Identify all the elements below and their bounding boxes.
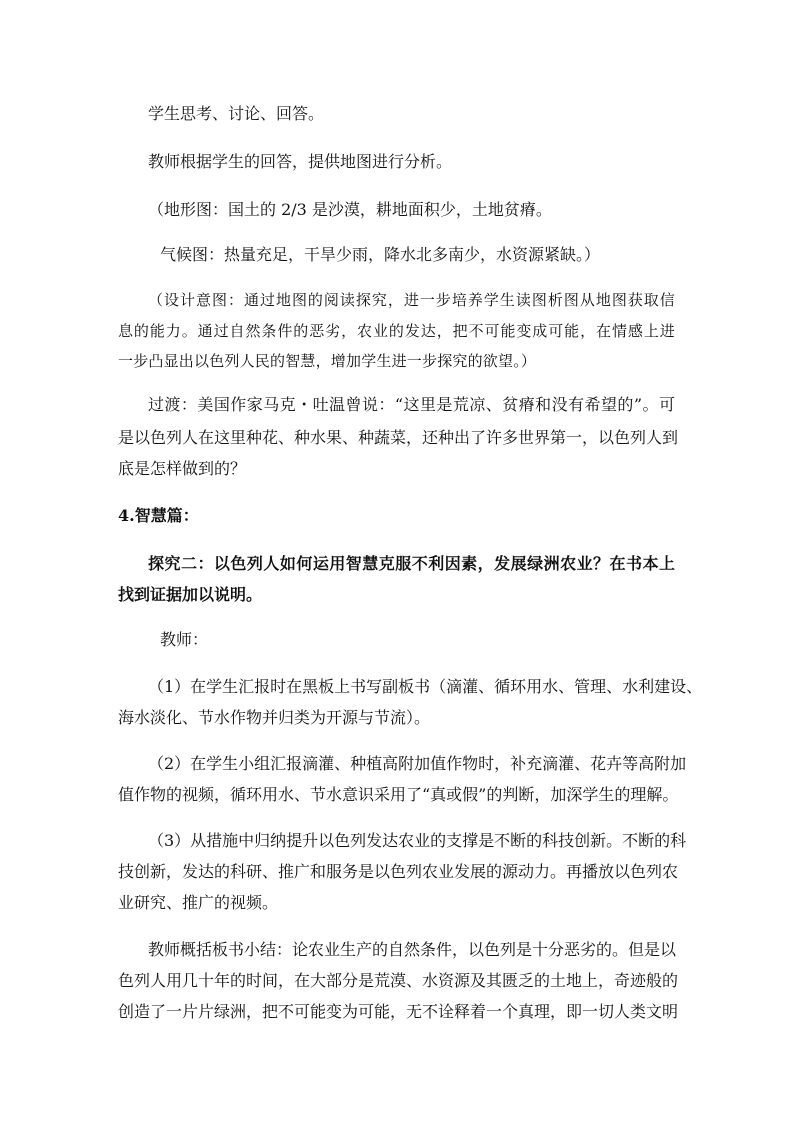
paragraph-climate-map: 气候图：热量充足，干旱少雨，降水北多南少，水资源紧缺。） (160, 245, 601, 264)
teacher-point-1-line-1: （1）在学生汇报时在黑板上书写副板书（滴灌、循环用水、管理、水利建设、 (148, 677, 703, 696)
paragraph-terrain-map: （地形图：国土的 2/3 是沙漠，耕地面积少，土地贫瘠。 (148, 200, 552, 219)
teacher-label: 教师： (160, 630, 209, 649)
summary-line-3: 创造了一片片绿洲，把不可能变为可能，无不诠释着一个真理，即一切人类文明 (118, 1002, 679, 1021)
paragraph-teacher-map-analysis: 教师根据学生的回答，提供地图进行分析。 (148, 152, 453, 171)
transition-line-1: 过渡：美国作家马克・吐温曾说：“这里是荒凉、贫瘠和没有希望的”。可 (148, 395, 675, 414)
teacher-point-1-line-2: 海水淡化、节水作物并归类为开源与节流）。 (118, 708, 431, 727)
teacher-point-3-line-2: 技创新，发达的科研、推广和服务是以色列农业发展的源动力。再播放以色列农 (118, 862, 679, 881)
teacher-point-3-line-3: 业研究、推广的视频。 (118, 893, 279, 912)
teacher-point-2-line-2: 值作物的视频，循环用水、节水意识采用了“真或假”的判断，加深学生的理解。 (118, 785, 679, 804)
design-intent-line-1: （设计意图：通过地图的阅读探究，进一步培养学生读图析图从地图获取信 (148, 291, 675, 309)
paragraph-student-thinking: 学生思考、讨论、回答。 (148, 104, 325, 123)
design-intent-line-2: 息的能力。通过自然条件的恶劣，农业的发达，把不可能变成可能，在情感上进 (118, 322, 675, 340)
inquiry-two-line-2: 找到证据加以说明。 (118, 585, 263, 604)
section-heading-wisdom: 4.智慧篇： (118, 506, 199, 525)
summary-line-1: 教师概括板书小结：论农业生产的自然条件，以色列是十分恶劣的。但是以 (148, 940, 677, 959)
inquiry-two-line-1: 探究二：以色列人如何运用智慧克服不利因素，发展绿洲农业？在书本上 (148, 554, 675, 573)
transition-line-2: 是以色列人在这里种花、种水果、种蔬菜，还种出了许多世界第一，以色列人到 (118, 428, 679, 447)
teacher-point-3-line-1: （3）从措施中归纳提升以色列发达农业的支撑是不断的科技创新。不断的科 (148, 831, 687, 850)
teacher-point-2-line-1: （2）在学生小组汇报滴灌、种植高附加值作物时，补充滴灌、花卉等高附加 (148, 754, 687, 773)
summary-line-2: 色列人用几十年的时间，在大部分是荒漠、水资源及其匮乏的土地上，奇迹般的 (118, 971, 679, 990)
transition-line-3: 底是怎样做到的？ (118, 459, 247, 478)
design-intent-line-3: 一步凸显出以色列人民的智慧，增加学生进一步探究的欲望。） (118, 352, 537, 370)
